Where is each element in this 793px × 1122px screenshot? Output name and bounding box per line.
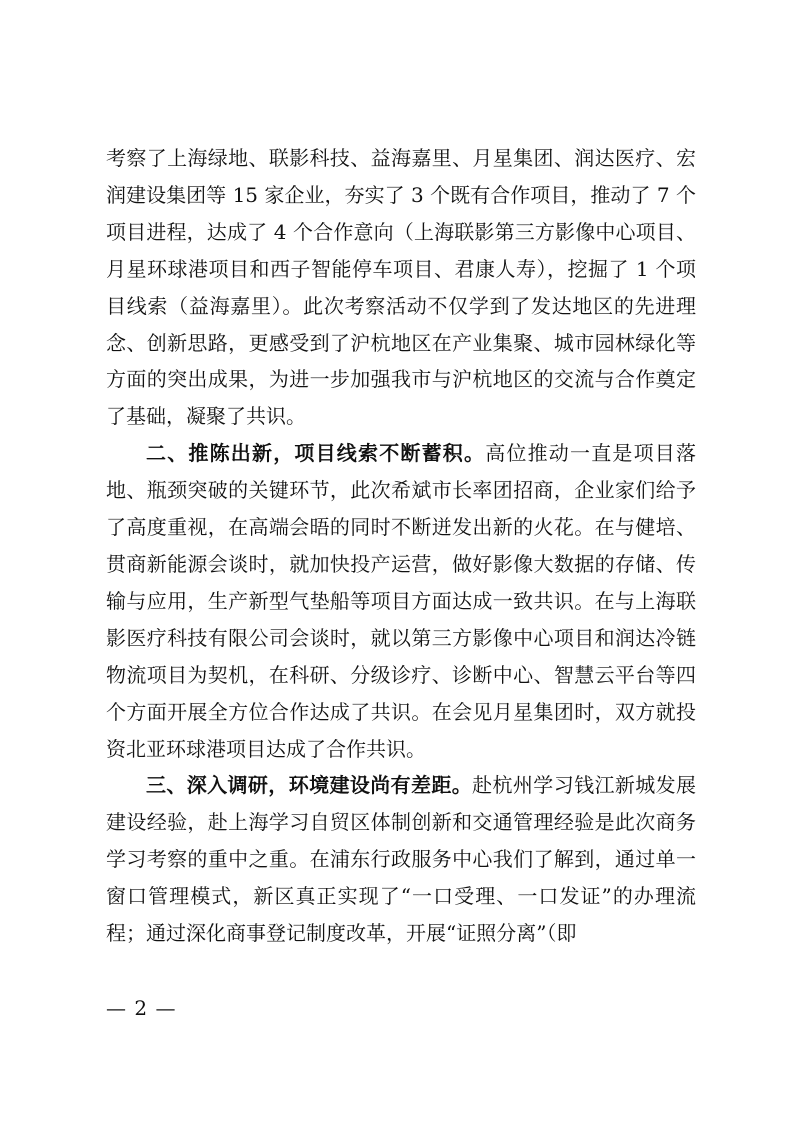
paragraph-1-body: 考察了上海绿地、联影科技、益海嘉里、月星集团、润达医疗、宏润建设集团等 15 家企业，夯实了 3 个既有合作项目，推动了 7 个项目进程，达成了 4 个合作意向（上海联影第三方影像中心项目、月星环球港项目和西子智能停车项目、君康人寿），挖掘了 1 个项目线索（益海嘉里）。此次考察活动不仅学到了发达地区的先进理念、创新思路，更感受到了沪杭地区在产业集聚、城市园林绿化等方面的突出成果，为进一步加强我市与沪杭地区的交流与合作奠定了基础，凝聚了共识。 <box>106 146 696 429</box>
section-heading-2: 二、推陈出新，项目线索不断蓄积。 <box>146 441 486 466</box>
page-number: — 2 — <box>106 996 177 1020</box>
body-text <box>106 140 696 952</box>
paragraph-3-body: 赴杭州学习钱江新城发展建设经验，赴上海学习自贸区体制创新和交通管理经验是此次商务学习考察的重中之重。在浦东行政服务中心我们了解到，通过单一窗口管理模式，新区真正实现了“一口受理、一口发证”的办理流程；通过深化商事登记制度改革，开展“证照分离”（即 <box>106 773 697 946</box>
paragraph-3 <box>106 767 696 952</box>
paragraph-2-body: 高位推动一直是项目落地、瓶颈突破的关键环节，此次希斌市长率团招商，企业家们给予了高度重视，在高端会晤的同时不断迸发出新的火花。在与健培、贯商新能源会谈时，就加快投产运营，做好影像大数据的存储、传输与应用，生产新型气垫船等项目方面达成一致共识。在与上海联影医疗科技有限公司会谈时，就以第三方影像中心项目和润达冷链物流项目为契机，在科研、分级诊疗、诊断中心、智慧云平台等四个方面开展全方位合作达成了共识。在会见月星集团时，双方就投资北亚环球港项目达成了合作共识。 <box>106 441 697 761</box>
section-heading-3: 三、深入调研，环境建设尚有差距。 <box>146 773 473 798</box>
paragraph-2 <box>106 435 696 767</box>
paragraph-1 <box>106 140 696 435</box>
